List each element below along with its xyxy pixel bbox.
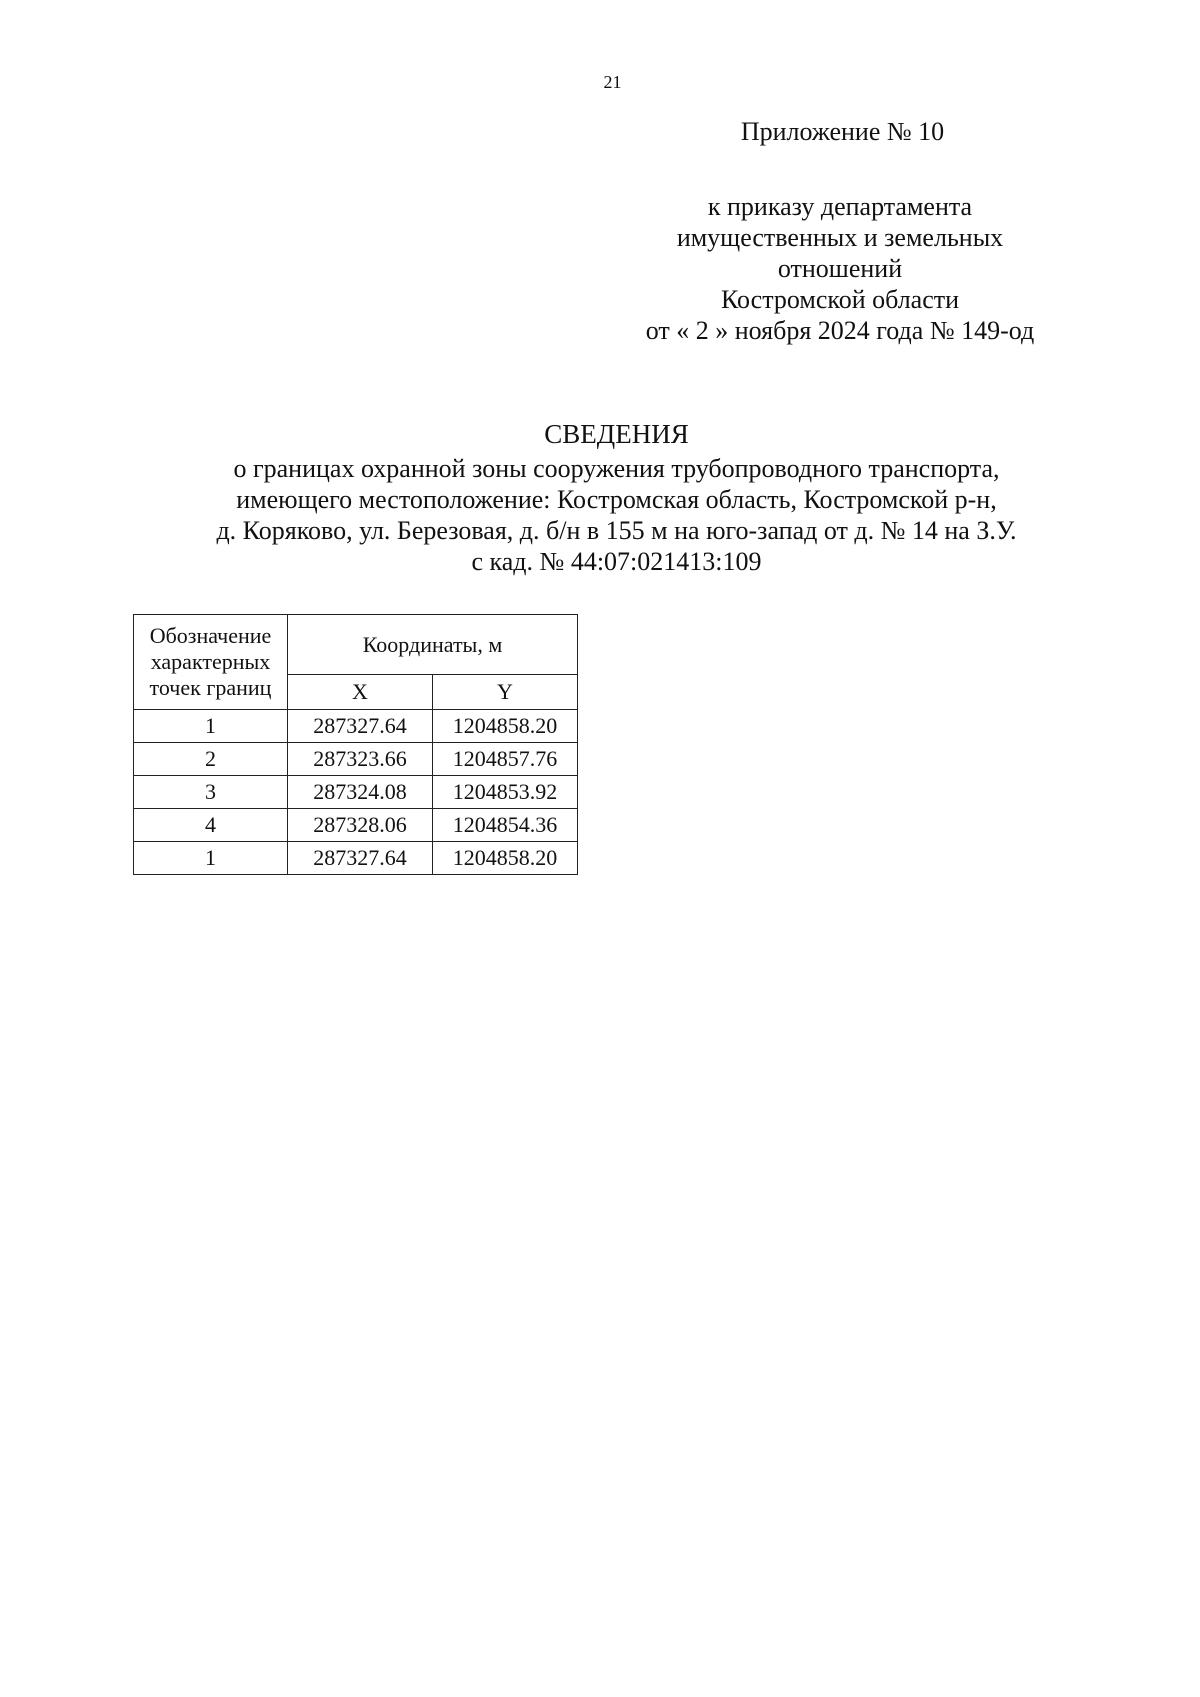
subheading-line: с кад. № 44:07:021413:109 (471, 547, 762, 576)
appendix-reference-line: имущественных и земельных (676, 223, 1004, 252)
appendix-reference-line: Костромской области (720, 285, 960, 314)
y-cell: 1204854.36 (433, 809, 578, 842)
x-cell: 287327.64 (288, 710, 433, 743)
appendix-title: Приложение № 10 (740, 117, 945, 146)
y-cell: 1204853.92 (433, 776, 578, 809)
y-header: Y (433, 675, 578, 710)
document-subheading (0, 453, 1200, 577)
x-cell: 287323.66 (288, 743, 433, 776)
x-cell: 287324.08 (288, 776, 433, 809)
point-header (134, 615, 288, 710)
subheading-line: о границах охранной зоны сооружения трубопроводного транспорта, (233, 454, 1000, 483)
table-row (134, 710, 578, 743)
table-row (134, 842, 578, 875)
appendix-reference-line: от « 2 » ноября 2024 года № 149-од (645, 316, 1035, 345)
page-number: 21 (603, 72, 622, 92)
table-row (134, 809, 578, 842)
subheading-line: д. Коряково, ул. Березовая, д. б/н в 155 м на юго-запад от д. № 14 на З.У. (216, 516, 1017, 545)
coordinates-header: Координаты, м (288, 615, 578, 675)
table-row (134, 776, 578, 809)
x-cell: 287328.06 (288, 809, 433, 842)
appendix-reference-line: к приказу департамента (707, 192, 973, 221)
x-header: X (288, 675, 433, 710)
coordinates-table (133, 614, 578, 875)
point-header-line: характерных (150, 649, 271, 674)
point-cell: 3 (134, 776, 288, 809)
y-cell: 1204858.20 (433, 710, 578, 743)
point-cell: 1 (134, 842, 288, 875)
y-cell: 1204857.76 (433, 743, 578, 776)
point-cell: 4 (134, 809, 288, 842)
point-cell: 1 (134, 710, 288, 743)
appendix-reference-line: отношений (777, 254, 903, 283)
x-cell: 287327.64 (288, 842, 433, 875)
appendix-reference (600, 191, 1080, 346)
point-cell: 2 (134, 743, 288, 776)
table-row (134, 743, 578, 776)
point-header-line: точек границ (149, 675, 272, 700)
subheading-line: имеющего местоположение: Костромская область, Костромской р-н, (236, 485, 997, 514)
point-header-line: Обозначение (149, 623, 272, 648)
document-heading: СВЕДЕНИЯ (544, 419, 689, 449)
y-cell: 1204858.20 (433, 842, 578, 875)
